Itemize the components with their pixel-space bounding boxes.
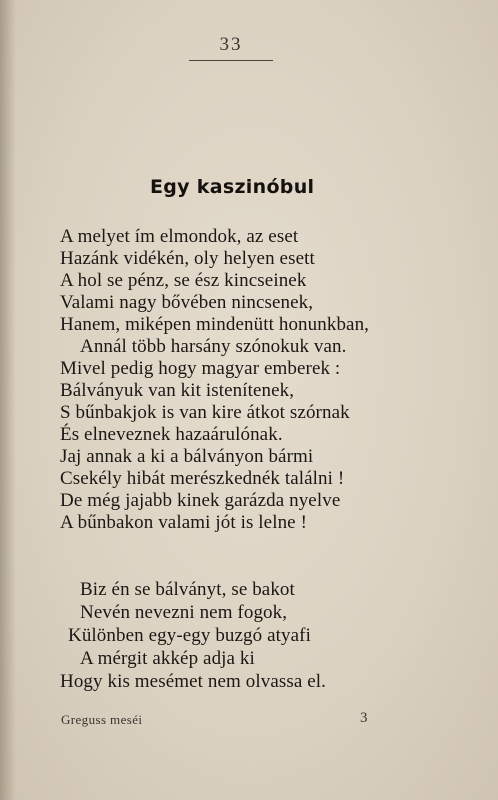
verse-line: Hazánk vidékén, oly helyen esett (60, 248, 315, 269)
verse-line: Annál több harsány szónokuk van. (80, 336, 347, 357)
verse-line: Hanem, miképen mindenütt honunkban, (60, 314, 370, 335)
verse-line: A mérgit akkép adja ki (80, 648, 255, 669)
footer-sheet-number: 3 (360, 710, 368, 726)
verse-line: A melyet ím elmondok, az eset (60, 226, 299, 247)
verse-line: Jaj annak a ki a bálványon bármi (60, 446, 314, 467)
verse-line: És elneveznek hazaárulónak. (60, 424, 283, 445)
verse-line: De még jajabb kinek garázda nyelve (60, 490, 341, 511)
footer-signature: Greguss meséi (61, 712, 143, 727)
verse-line: Hogy kis mesémet nem olvassa el. (60, 671, 326, 692)
verse-line: Különben egy-egy buzgó atyafi (68, 625, 311, 646)
verse-line: Valami nagy bővében nincsenek, (60, 292, 314, 313)
verse-line: Bálványuk van kit istenítenek, (60, 380, 295, 401)
stanza-2 (60, 578, 326, 693)
verse-line: Biz én se bálványt, se bakot (80, 579, 295, 600)
page-gutter-shadow (0, 0, 16, 800)
stanza-1 (60, 226, 369, 534)
verse-line: Nevén nevezni nem fogok, (80, 602, 288, 623)
verse-line: A hol se pénz, se ész kincseinek (60, 270, 307, 291)
page-number: 33 (219, 34, 243, 55)
verse-line: Csekély hibát merészkednék találni ! (60, 468, 345, 489)
header-rule (189, 60, 273, 61)
verse-line: Mivel pedig hogy magyar emberek : (60, 358, 341, 379)
poem-title: Egy kaszinóbul (150, 176, 315, 198)
verse-line: A bűnbakon valami jót is lelne ! (60, 512, 307, 533)
verse-line: S bűnbakjok is van kire átkot szórnak (60, 402, 350, 423)
